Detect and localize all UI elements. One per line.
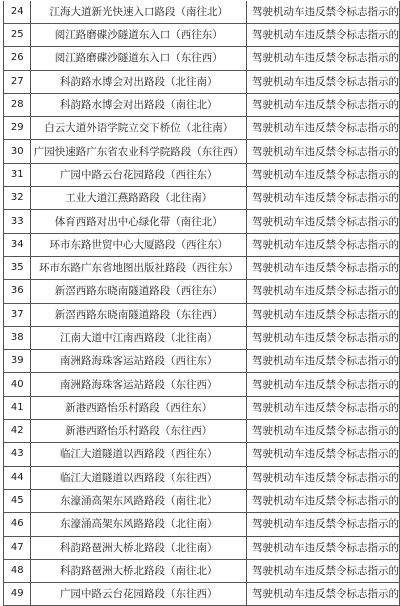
table-row <box>4 443 400 466</box>
row-number: 31 <box>4 163 31 186</box>
violation-cell: 驾驶机动车违反禁令标志指示的 <box>246 163 399 186</box>
violation-cell: 驾驶机动车违反禁令标志指示的 <box>246 513 399 536</box>
row-number: 37 <box>4 303 31 326</box>
location-cell: 阅江路磨碟沙隧道东入口（西往东） <box>31 24 247 47</box>
table-row <box>4 70 400 93</box>
violation-cell: 驾驶机动车违反禁令标志指示的 <box>246 559 399 582</box>
location-cell: 新滘西路东晓南隧道路段（东往西） <box>31 303 247 326</box>
location-cell: 江海大道新光快速入口路段（南往北） <box>31 1 247 24</box>
violation-cell: 驾驶机动车违反禁令标志指示的 <box>246 24 399 47</box>
location-cell: 广园快速路广东省农业科学院路段（东往西） <box>31 140 247 163</box>
violation-cell: 驾驶机动车违反禁令标志指示的 <box>246 187 399 210</box>
location-cell: 东濠涌高架东风路路段（北往南） <box>31 513 247 536</box>
violation-cell: 驾驶机动车违反禁令标志指示的 <box>246 210 399 233</box>
violation-cell: 驾驶机动车违反禁令标志指示的 <box>246 233 399 256</box>
violation-cell: 驾驶机动车违反禁令标志指示的 <box>246 47 399 70</box>
row-number: 39 <box>4 350 31 373</box>
table-row <box>4 93 400 116</box>
location-cell: 广园中路云台花园路段（西往东） <box>31 163 247 186</box>
location-cell: 阅江路磨碟沙隧道东入口（东往西） <box>31 47 247 70</box>
violation-cell: 驾驶机动车违反禁令标志指示的 <box>246 583 399 606</box>
table-row <box>4 233 400 256</box>
row-number: 42 <box>4 420 31 443</box>
location-cell: 广园中路云台花园路段（东往西） <box>31 583 247 606</box>
row-number: 29 <box>4 117 31 140</box>
table-row <box>4 140 400 163</box>
location-cell: 临江大道隧道以西路段（西往东） <box>31 443 247 466</box>
table-row <box>4 47 400 70</box>
location-cell: 环市东路广东省地图出版社路段（西往东） <box>31 256 247 279</box>
violation-cell: 驾驶机动车违反禁令标志指示的 <box>246 326 399 349</box>
location-cell: 科韵路水博会对出路段（北往南） <box>31 70 247 93</box>
table-row <box>4 187 400 210</box>
violation-cell: 驾驶机动车违反禁令标志指示的 <box>246 536 399 559</box>
table-row <box>4 280 400 303</box>
row-number: 44 <box>4 466 31 489</box>
table-body <box>4 1 400 606</box>
table-row <box>4 210 400 233</box>
location-cell: 科韵路水博会对出路段（南往北） <box>31 93 247 116</box>
table-row <box>4 24 400 47</box>
enforcement-location-table <box>3 1 400 606</box>
table-row <box>4 326 400 349</box>
violation-cell: 驾驶机动车违反禁令标志指示的 <box>246 93 399 116</box>
violation-cell: 驾驶机动车违反禁令标志指示的 <box>246 420 399 443</box>
location-cell: 新港西路怡乐村路段（东往西） <box>31 420 247 443</box>
location-cell: 环市东路世贸中心大厦路段（西往东） <box>31 233 247 256</box>
table-row <box>4 256 400 279</box>
row-number: 30 <box>4 140 31 163</box>
location-cell: 江南大道中江南西路段（北往南） <box>31 326 247 349</box>
row-number: 24 <box>4 1 31 24</box>
violation-cell: 驾驶机动车违反禁令标志指示的 <box>246 350 399 373</box>
location-cell: 南洲路海珠客运站路段（西往东） <box>31 350 247 373</box>
table-row <box>4 513 400 536</box>
row-number: 28 <box>4 93 31 116</box>
violation-cell: 驾驶机动车违反禁令标志指示的 <box>246 70 399 93</box>
violation-cell: 驾驶机动车违反禁令标志指示的 <box>246 117 399 140</box>
violation-cell: 驾驶机动车违反禁令标志指示的 <box>246 373 399 396</box>
row-number: 38 <box>4 326 31 349</box>
location-cell: 科韵路琶洲大桥北路段（南往北） <box>31 559 247 582</box>
row-number: 32 <box>4 187 31 210</box>
location-cell: 新港西路怡乐村路段（西往东） <box>31 396 247 419</box>
table-row <box>4 396 400 419</box>
location-cell: 科韵路琶洲大桥北路段（北往南） <box>31 536 247 559</box>
row-number: 49 <box>4 583 31 606</box>
table-row <box>4 1 400 24</box>
row-number: 41 <box>4 396 31 419</box>
location-cell: 东濠涌高架东风路路段（南往北） <box>31 489 247 512</box>
violation-cell: 驾驶机动车违反禁令标志指示的 <box>246 466 399 489</box>
row-number: 35 <box>4 256 31 279</box>
table-row <box>4 420 400 443</box>
table-row <box>4 117 400 140</box>
row-number: 40 <box>4 373 31 396</box>
table-row <box>4 583 400 606</box>
row-number: 47 <box>4 536 31 559</box>
row-number: 43 <box>4 443 31 466</box>
location-cell: 新滘西路东晓南隧道路段（西往东） <box>31 280 247 303</box>
table-row <box>4 466 400 489</box>
violation-cell: 驾驶机动车违反禁令标志指示的 <box>246 443 399 466</box>
table-row <box>4 373 400 396</box>
location-cell: 白云大道外语学院立交下桥位（北往南） <box>31 117 247 140</box>
violation-cell: 驾驶机动车违反禁令标志指示的 <box>246 489 399 512</box>
row-number: 26 <box>4 47 31 70</box>
location-cell: 工业大道江燕路路段（北往南） <box>31 187 247 210</box>
row-number: 46 <box>4 513 31 536</box>
row-number: 45 <box>4 489 31 512</box>
table-row <box>4 163 400 186</box>
violation-cell: 驾驶机动车违反禁令标志指示的 <box>246 256 399 279</box>
location-cell: 体育西路对出中心绿化带（南往北） <box>31 210 247 233</box>
row-number: 27 <box>4 70 31 93</box>
location-cell: 临江大道隧道以西路段（东往西） <box>31 466 247 489</box>
row-number: 48 <box>4 559 31 582</box>
table-row <box>4 350 400 373</box>
row-number: 36 <box>4 280 31 303</box>
row-number: 33 <box>4 210 31 233</box>
violation-cell: 驾驶机动车违反禁令标志指示的 <box>246 280 399 303</box>
violation-cell: 驾驶机动车违反禁令标志指示的 <box>246 140 399 163</box>
table-row <box>4 303 400 326</box>
row-number: 34 <box>4 233 31 256</box>
table-row <box>4 559 400 582</box>
violation-cell: 驾驶机动车违反禁令标志指示的 <box>246 303 399 326</box>
location-cell: 南洲路海珠客运站路段（东往西） <box>31 373 247 396</box>
table-row <box>4 536 400 559</box>
violation-cell: 驾驶机动车违反禁令标志指示的 <box>246 1 399 24</box>
table-row <box>4 489 400 512</box>
violation-cell: 驾驶机动车违反禁令标志指示的 <box>246 396 399 419</box>
row-number: 25 <box>4 24 31 47</box>
